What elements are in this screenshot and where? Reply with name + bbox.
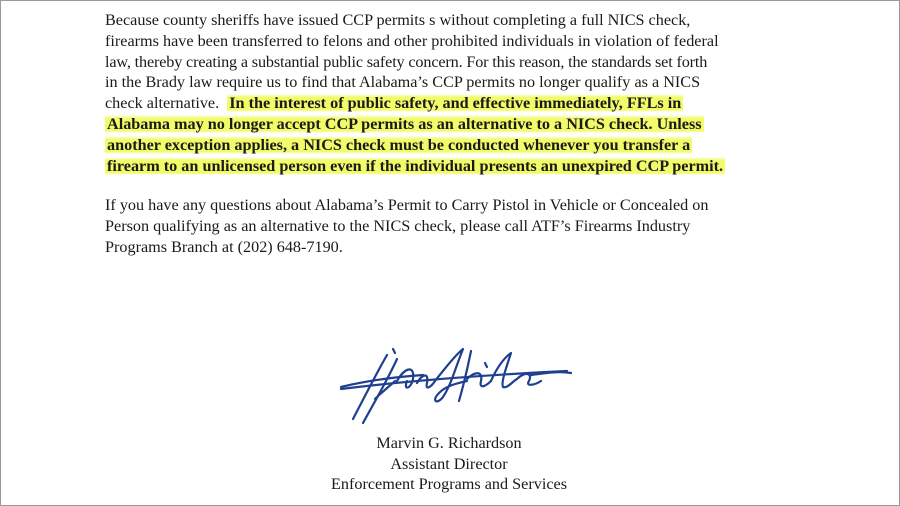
- text-line: firearms have been transferred to felons and other prohibited individuals in violation of federal: [105, 31, 719, 50]
- highlighted-text: In the interest of public safety, and effective immediately, FFLs in: [229, 94, 682, 113]
- text-line: If you have any questions about Alabama’s Permit to Carry Pistol in Vehicle or Concealed on: [105, 196, 709, 214]
- text-line: in the Brady law require us to find that Alabama’s CCP permits no longer qualify as a NICS: [105, 73, 701, 92]
- signer-name: Marvin G. Richardson: [376, 434, 522, 452]
- text-line: [105, 114, 825, 135]
- text-line: Person qualifying as an alternative to the NICS check, please call ATF’s Firearms Industry: [105, 216, 691, 235]
- text-line: [105, 135, 825, 156]
- highlighted-text: another exception applies, a NICS check must be conducted whenever you transfer a: [107, 135, 691, 154]
- text-line: Programs Branch at (202) 648-7190.: [105, 237, 343, 256]
- highlighted-text: Alabama may no longer accept CCP permits as an alternative to a NICS check. Unless: [107, 114, 702, 133]
- handwritten-signature-icon: [335, 341, 575, 431]
- text-segment: check alternative.: [105, 94, 220, 113]
- signer-office: Enforcement Programs and Services: [331, 475, 567, 493]
- text-line: [105, 156, 825, 177]
- paragraph-contact-info: [105, 195, 825, 257]
- text-line: law, thereby creating a substantial public safety concern. For this reason, the standards set forth: [105, 52, 708, 71]
- text-line: [105, 93, 825, 114]
- highlighted-text: firearm to an unlicensed person even if the individual presents an unexpired CCP permit.: [107, 156, 724, 175]
- signer-title: Assistant Director: [390, 454, 508, 473]
- signature-block: [301, 433, 597, 495]
- text-line: Because county sheriffs have issued CCP permits s without completing a full NICS check,: [105, 11, 691, 29]
- paragraph-ccp-permits: [105, 10, 825, 176]
